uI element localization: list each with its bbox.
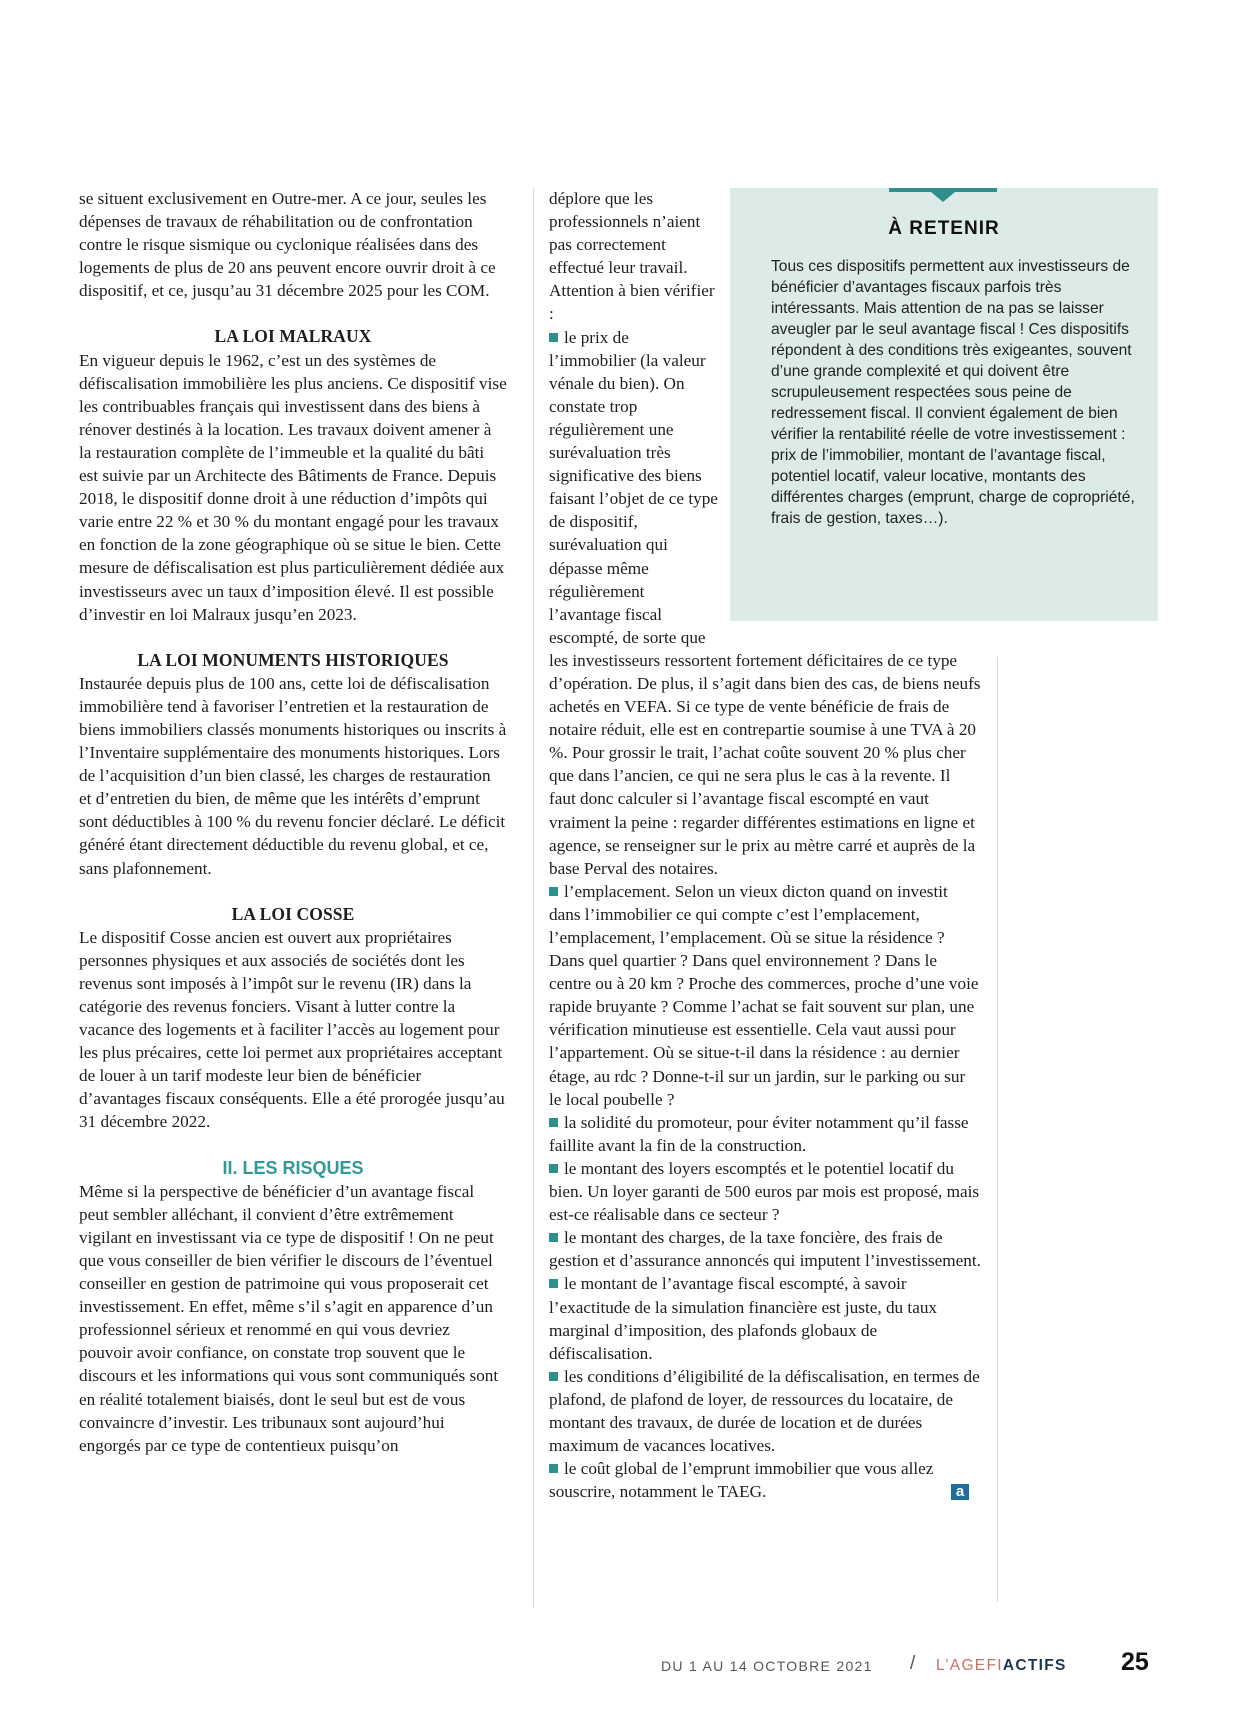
issue-date: DU 1 AU 14 OCTOBRE 2021 — [661, 1658, 873, 1674]
bullet-square-icon — [549, 1372, 558, 1381]
bullet-item: l’emplacement. Selon un vieux dicton quand on investit dans l’immobilier ce qui compte c’est l’emplacement, l’emplacement, l’emplacement. Où se situe la résidence ? Dans quel quartier ? Dans quel environnement ? Dans le centre ou à 20 km ? Proche des commerces, proche d’une voie rapide bruyante ? Comme l’achat se fait souvent sur plan, une vérification minutieuse est essentielle. Cela vaut aussi pour l’appartement. Où se situe-t-il dans la résidence : au dernier étage, au rdc ? Donne-t-il sur un jardin, sur le parking ou sur le local poubelle ? — [549, 881, 979, 1109]
section-heading-monuments: LA LOI MONUMENTS HISTORIQUES — [137, 649, 449, 670]
bullet-item: le montant des charges, de la taxe foncière, des frais de gestion et d’assurance annoncés qui imputent l’investissement. — [549, 1228, 981, 1271]
bullet-item: le prix de l’immobilier (la valeur vénale du bien). On constate trop régulièrement une surévaluation très significative des biens faisant l’objet de ce type de dispositif, surévaluation qui dépasse même régulièrement l’avantage fiscal escompté, de sorte que les investisseurs ressortent fortement déficitaires de ce type d’opération. De plus, il s’agit dans bien des cas, de biens neufs achetés en VEFA. Si ce type de vente bénéficie de frais de notaire réduit, elle est en contrepartie soumise à une TVA à 20 %. Pour grossir le trait, l’achat coûte souvent 20 % plus cher que dans l’ancien, ce qui ne sera plus le cas à la revente. Il faut donc calculer si l’avantage fiscal escompté en vaut vraiment la peine : regarder différentes estimations en ligne et agence, se renseigner sur le prix au mètre carré et auprès de la base Perval des notaires. — [549, 327, 981, 878]
column-divider — [533, 188, 534, 1608]
bullet-item: le coût global de l’emprunt immobilier que vous allez souscrire, notamment le TAEG. a — [549, 1457, 981, 1503]
article-end-logo-icon: a — [951, 1484, 969, 1500]
bullet-item: le montant des loyers escomptés et le potentiel locatif du bien. Un loyer garanti de 500 euros par mois est proposé, mais est-ce réalisable dans ce secteur ? — [549, 1158, 980, 1225]
bullet-square-icon — [549, 887, 558, 896]
box-text: Tous ces dispositifs permettent aux investisseurs de bénéficier d’avantages fiscaux parfois très intéressants. Mais attention de na pas se laisser aveugler par le seul avantage fiscal ! Ces dispositifs répondent à des conditions très exigeantes, souvent d’une grande complexité et qui doivent être scrupuleusement respectées sous peine de redressement fiscal. Il convient également de bien vérifier la rentabilité réelle de votre investissement : prix de l’immobilier, montant de l’avantage fiscal, potentiel locatif, valeur locative, montants des différentes charges (emprunt, charge de copropriété, frais de gestion, taxes…). — [771, 258, 1135, 527]
bullet-square-icon — [549, 1233, 558, 1242]
paragraph: se situent exclusivement en Outre-mer. A ce jour, seules les dépenses de travaux de réhabilitation ou de confrontation contre le risque sismique ou cyclonique réalisées dans des logements de plus de 20 ans peuvent encore ouvrir droit à ce dispositif, et ce, jusqu’au 31 décembre 2025 pour les COM. — [79, 189, 496, 301]
column-divider-right — [997, 657, 998, 1602]
section-heading-risques: II. LES RISQUES — [222, 1157, 364, 1178]
bullet-item: le montant de l’avantage fiscal escompté, à savoir l’exactitude de la simulation financière est juste, du taux marginal d’imposition, des plafonds globaux de défiscalisation. — [549, 1274, 938, 1363]
publication-logo: L’AGEFIACTIFS — [936, 1657, 1067, 1674]
paragraph: Même si la perspective de bénéficier d’un avantage fiscal peut sembler alléchant, il convient d’être extrêmement vigilant en investissant via ce type de dispositif ! On ne peut que vous conseiller de bien vérifier le discours de l’éventuel conseiller en gestion de patrimoine qui vous proposerait cet investissement. En effet, même s’il s’agit en apparence d’un professionnel sérieux et renommé en qui vous devriez pouvoir avoir confiance, on constate trop souvent que le discours et les informations qui vous sont communiqués sont en réalité totalement biaisés, dont le seul but est de vous convaincre d’investir. Les tribunaux sont aujourd’hui engorgés par ce type de contentieux puisqu’on — [79, 1181, 499, 1455]
bullet-square-icon — [549, 1279, 558, 1288]
paragraph: déplore que les professionnels n’aient pas correctement effectué leur travail. — [549, 189, 701, 278]
bullet-square-icon — [549, 1164, 558, 1173]
section-heading-cosse: LA LOI COSSE — [231, 903, 355, 924]
paragraph: Le dispositif Cosse ancien est ouvert aux propriétaires personnes physiques et aux associés de sociétés dont les revenus sont imposés à l’impôt sur le revenu (IR) dans la catégorie des revenus fonciers. Visant à lutter contre la vacance des logements et à faciliter l’accès au logement pour les plus précaires, cette loi permet aux propriétaires acceptant de louer à un tarif modeste leur bien de bénéficier d’avantages fiscaux conséquents. Elle a été prorogée jusqu’au 31 décembre 2022. — [79, 927, 505, 1132]
bullet-item: les conditions d’éligibilité de la défiscalisation, en termes de plafond, de plafond de loyer, de ressources du locataire, de montant des travaux, de durée de location et de durées maximum de vacances locatives. — [549, 1366, 980, 1456]
bullet-square-icon — [549, 333, 558, 342]
paragraph: En vigueur depuis le 1962, c’est un des systèmes de défiscalisation immobilière les plus anciens. Ce dispositif vise les contribuables français qui investissent dans des biens à rénover destinés à la location. Les travaux doivent amener à la restauration complète de l’immeuble et la qualité du bâti est suivie par un Architecte des Bâtiments de France. Depuis 2018, le dispositif donne droit à une réduction d’impôts qui varie entre 22 % et 30 % du montant engagé pour les travaux en fonction de la zone géographique où se situe le bien. Cette mesure de défiscalisation est plus particulièrement dédiée aux investisseurs avec un taux d’imposition élevé. Il est possible d’investir en loi Malraux jusqu’en 2023. — [79, 350, 507, 624]
section-heading-malraux: LA LOI MALRAUX — [214, 326, 372, 347]
paragraph: Instaurée depuis plus de 100 ans, cette loi de défiscalisation immobilière tend à favoriser l’entretien et la restauration de biens immobiliers classés monuments historiques ou inscrits à l’Inventaire supplémentaire des monuments historiques. Lors de l’acquisition d’un bien classé, les charges de restauration et d’entretien du bien, de même que les intérêts d’emprunt sont déductibles à 100 % du revenu foncier déclaré. Le déficit généré étant directement déductible du revenu global, et ce, sans plafonnement. — [79, 673, 507, 878]
a-retenir-box — [730, 188, 1158, 621]
box-title: À RETENIR — [888, 218, 1000, 239]
bullet-square-icon — [549, 1464, 558, 1473]
triangle-down-icon — [931, 192, 955, 202]
separator: / — [910, 1653, 916, 1674]
page-number: 25 — [1121, 1648, 1149, 1676]
paragraph: Attention à bien vérifier : — [549, 281, 715, 324]
bullet-item: la solidité du promoteur, pour éviter notamment qu’il fasse faillite avant la fin de la construction. — [549, 1112, 969, 1155]
bullet-square-icon — [549, 1118, 558, 1127]
page-footer — [0, 1648, 1248, 1678]
left-column — [79, 187, 507, 1457]
